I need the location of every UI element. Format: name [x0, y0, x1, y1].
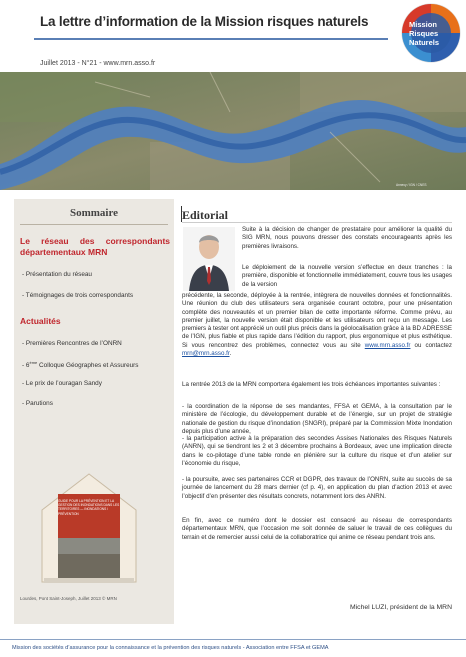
- issue-info: Juillet 2013 - N°21 - www.mrn.asso.fr: [40, 60, 156, 67]
- editorial-paragraph-5: - la coordination de la réponse de ses mandantes, FFSA et GEMA, à la consultation par le ministère de l’écologie, du développement durable et de l’énergie, sur un projet de stratégie nationale de gestion du risque d’inondation (SNGRI), préparé par la Commission Mixte Inondation depuis plus d’une année,: [182, 403, 452, 435]
- editorial-paragraph-4: La rentrée 2013 de la MRN comportera également les trois échéances importantes suivantes :: [182, 381, 441, 388]
- editorial-divider: [182, 222, 452, 223]
- logo-line-3: Naturels: [409, 38, 440, 47]
- editorial-paragraph-6: - la participation active à la préparation des secondes Assises Nationales des Risques Naturels (ANRN), qui se tiendront les 2 et 3 décembre prochains à Bordeaux, avec une implication directe dans le co-pilotage d’une table ronde en plénière sur la culture du risque et d’un atelier sur l’économie du risque,: [182, 435, 452, 467]
- colloque-superscript: ème: [29, 360, 38, 365]
- mrn-email-link[interactable]: mrn@mrn.asso.fr: [182, 350, 230, 358]
- colloque-prefix: - 6: [22, 362, 30, 370]
- sommaire-item-onrn[interactable]: - Premières Rencontres de l’ONRN: [22, 340, 122, 347]
- president-portrait: [183, 227, 235, 291]
- sommaire-item-temoignages[interactable]: - Témoignages de trois correspondants: [22, 292, 134, 299]
- logo-line-2: Risques: [409, 29, 439, 38]
- editorial-signature: Michel LUZI, président de la MRN: [350, 604, 452, 611]
- header-divider: [34, 38, 388, 40]
- paragraph-3-end: .: [229, 350, 232, 358]
- editorial-paragraph-3: [182, 292, 452, 358]
- paragraph-3-text: précédente, la seconde, déployée à la rentrée, intègrera de nouvelles données et fonctionnalités. Une réunion du club des utilisateurs sera organisée courant octobre, pour une présentation complète des nouveautés et un premier bilan de cette importante réforme. Comme prévu, au premier juillet, la nouvelle version était disponible et les utilisateurs ont reçu un message. Les premiers à tester ont apprécié un outil plus précis dans la géolocalisation grâce à la BD ADRESSE de l’IGN, plus fiable et plus rapide dans l’édition du rapport, plus ergonomique et plus esthétique. Si vous rencontrez des problèmes, connectez vous au site: [182, 292, 452, 349]
- section-actualites-heading: Actualités: [20, 316, 61, 326]
- editorial-paragraph-7: - la poursuite, avec ses partenaires CCR et DGPR, des travaux de l’ONRN, suite au succès de sa journée de lancement du 28 mars dernier (cf p. 4), en application du plan d’action 2013 et avec l’objectif d’en présenter des résultats concrets, notamment lors des ANRN.: [182, 476, 452, 500]
- mrn-website-link[interactable]: www.mrn.asso.fr: [364, 341, 411, 349]
- sommaire-item-sandy[interactable]: - Le prix de l’ouragan Sandy: [22, 380, 102, 387]
- sommaire-divider: [20, 224, 168, 225]
- footer-text: Mission des sociétés d’assurance pour la connaissance et la prévention des risques naturels - Association entre FFSA et GEMA: [12, 645, 329, 651]
- logo-line-1: Mission: [409, 20, 437, 29]
- brochure-cover-text: GUIDE POUR LA PRÉVENTION ET LA GESTION DES INONDATIONS DANS LES TERRITOIRES — INONDATIONS / PRÉVENTION: [58, 499, 120, 516]
- sommaire-item-presentation[interactable]: - Présentation du réseau: [22, 271, 92, 278]
- paragraph-3-connector: ou contactez: [414, 341, 452, 349]
- section-reseau-heading-line2: départementaux MRN: [20, 247, 108, 257]
- editorial-title: Editorial: [182, 208, 229, 222]
- colloque-label: Colloque Géographes et Assureurs: [39, 362, 139, 370]
- footer-divider: [0, 639, 466, 640]
- photo-credit: Annecy / IGN / CNES: [396, 183, 427, 187]
- editorial-paragraph-1: Suite à la décision de changer de prestataire pour améliorer la qualité du SIG MRN, nous pouvons dresser des constats encourageants après les premières livraisons.: [242, 226, 452, 250]
- sommaire-title: Sommaire: [69, 207, 119, 219]
- editorial-paragraph-2: Le déploiement de la nouvelle version s’effectue en deux tranches : la première, disponible et fonctionnelle immédiatement, couvre tous les usages de la version: [242, 264, 452, 288]
- photo-caption: Lourdes, Pont Saint-Joseph, Juillet 2013 © MRN: [20, 596, 117, 601]
- brochure-illustration: [34, 470, 144, 585]
- sommaire-item-parutions[interactable]: - Parutions: [22, 400, 53, 407]
- banner-aerial-photo: [0, 72, 466, 190]
- sommaire-item-colloque[interactable]: [22, 360, 139, 369]
- editorial-paragraph-8: En fin, avec ce numéro dont le dossier est consacré au réseau de correspondants départementaux MRN, que l’occasion me soit donnée de saluer le travail de ces collègues du terrain et de remercier aussi celui de la collaboratrice qui anime ce réseau pendant trois ans.: [182, 517, 452, 541]
- section-reseau-heading-line1: Le réseau des correspondants: [20, 236, 170, 246]
- newsletter-title: La lettre d’information de la Mission risques naturels: [40, 14, 369, 29]
- logo-wordmark: [409, 20, 457, 47]
